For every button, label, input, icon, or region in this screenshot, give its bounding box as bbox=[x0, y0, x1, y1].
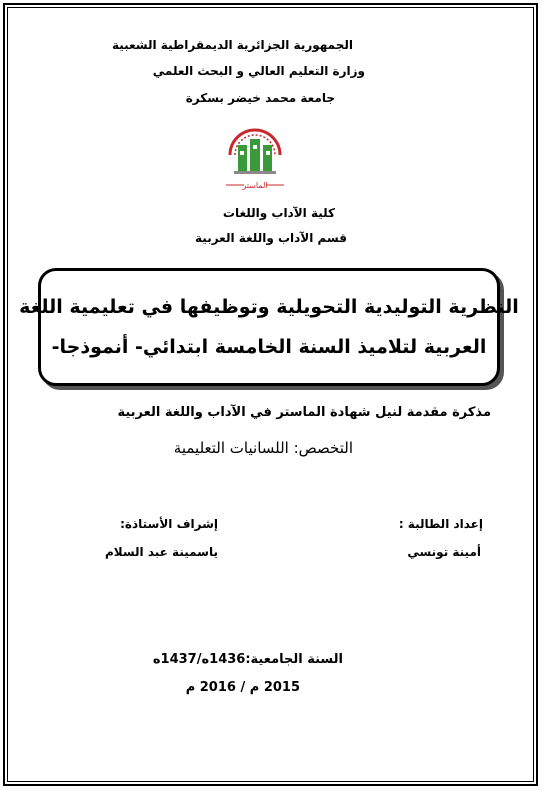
student-name: أمينة تونسي bbox=[407, 545, 481, 559]
thesis-title-box bbox=[19, 268, 519, 386]
logo-caption: الماستر bbox=[242, 181, 268, 190]
supervisor-name: ياسمينة عبد السلام bbox=[104, 545, 218, 559]
thesis-title-line-1: النظرية التوليدية التحويلية وتوظيفها في تعليمية اللغة bbox=[19, 296, 519, 318]
republic-heading: الجمهورية الجزائرية الديمقراطية الشعبية bbox=[111, 38, 353, 52]
university-heading: جامعة محمد خيضر بسكرة bbox=[185, 91, 335, 105]
department-heading: قسم الآداب واللغة العربية bbox=[195, 231, 347, 245]
academic-year-gregorian: 2015 م / 2016 م bbox=[185, 680, 300, 695]
student-label: إعداد الطالبة : bbox=[398, 517, 483, 531]
degree-statement: مذكرة مقدمة لنيل شهادة الماستر في الآداب واللغة العربية bbox=[117, 405, 491, 420]
university-seal-icon bbox=[218, 115, 292, 195]
ministry-heading: وزارة التعليم العالي و البحث العلمي bbox=[152, 64, 365, 78]
supervisor-label: إشراف الأستاذة: bbox=[120, 517, 218, 531]
academic-year-hijri: السنة الجامعية:1436ه/1437ه bbox=[152, 652, 343, 667]
specialty-statement: التخصص: اللسانيات التعليمية bbox=[173, 439, 353, 457]
university-logo bbox=[218, 115, 292, 195]
faculty-heading: كلية الآداب واللغات bbox=[222, 206, 335, 220]
thesis-title-line-2: العربية لتلاميذ السنة الخامسة ابتدائي- أنموذجا- bbox=[51, 336, 487, 358]
